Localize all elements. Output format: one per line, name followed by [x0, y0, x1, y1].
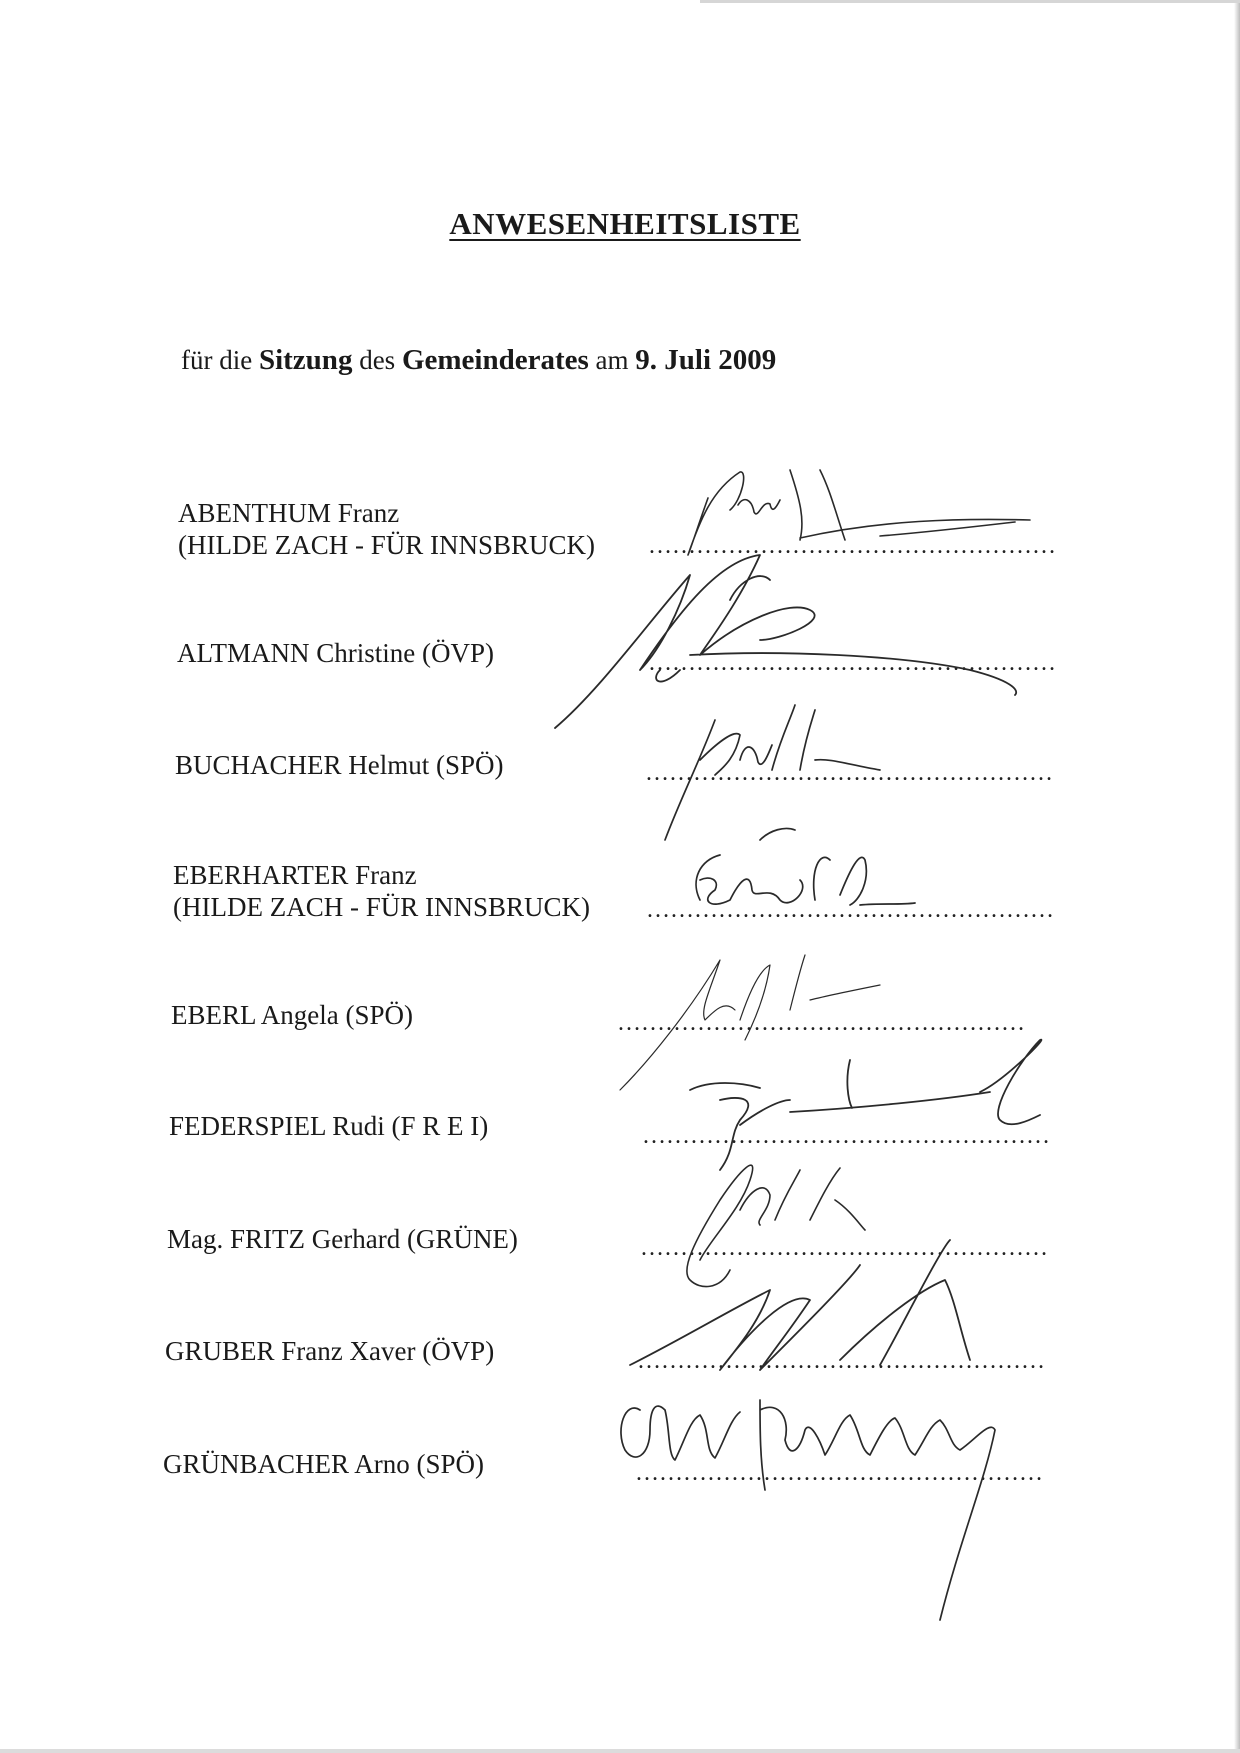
- attendee-name: EBERL Angela (SPÖ): [171, 1000, 413, 1030]
- attendee-name: GRÜNBACHER Arno (SPÖ): [163, 1449, 485, 1479]
- signature-line: ……………………………………………: [637, 1348, 1045, 1374]
- signature-eberl: [620, 955, 880, 1090]
- signature-gruber: [630, 1240, 970, 1370]
- attendee-name: ABENTHUM Franz: [178, 498, 400, 528]
- subtitle-am: am: [595, 345, 629, 375]
- signature-federspiel: [690, 1040, 1041, 1170]
- attendee-name: Mag. FRITZ Gerhard (GRÜNE): [167, 1224, 518, 1254]
- attendee-name: GRUBER Franz Xaver (ÖVP): [165, 1336, 495, 1366]
- attendee-affiliation: (HILDE ZACH - FÜR INNSBRUCK): [178, 530, 595, 560]
- subtitle-des: des: [359, 345, 396, 375]
- signature-altmann: [555, 555, 1016, 728]
- subtitle-sitzung: Sitzung: [258, 344, 353, 376]
- attendee-affiliation: (HILDE ZACH - FÜR INNSBRUCK): [173, 892, 590, 922]
- signature-line: ……………………………………………: [648, 650, 1056, 676]
- meeting-date: 9. Juli 2009: [635, 344, 777, 376]
- signature-buchacher: [665, 705, 880, 840]
- attendee-name: ALTMANN Christine (ÖVP): [177, 638, 494, 668]
- signature-abenthum: [688, 470, 1030, 555]
- attendee-name: BUCHACHER Helmut (SPÖ): [175, 750, 504, 780]
- signature-line: ……………………………………………: [646, 897, 1054, 923]
- attendee-name: EBERHARTER Franz: [173, 860, 417, 890]
- document-title: ANWESENHEITSLISTE: [449, 206, 801, 241]
- signature-line: ……………………………………………: [617, 1010, 1025, 1036]
- signature-gruenbacher: [621, 1400, 995, 1620]
- signature-line: ……………………………………………: [640, 1235, 1048, 1261]
- attendee-name: FEDERSPIEL Rudi (F R E I): [169, 1111, 489, 1141]
- signature-eberharter: [696, 828, 915, 905]
- signature-line: ……………………………………………: [642, 1123, 1050, 1149]
- signature-line: ……………………………………………: [645, 760, 1053, 786]
- signature-fritz: [687, 1165, 865, 1286]
- signature-line: ……………………………………………: [635, 1460, 1043, 1486]
- subtitle-gemeinderates: Gemeinderates: [401, 344, 589, 376]
- subtitle-prefix: für die: [181, 345, 253, 375]
- signature-line: ……………………………………………: [648, 533, 1056, 559]
